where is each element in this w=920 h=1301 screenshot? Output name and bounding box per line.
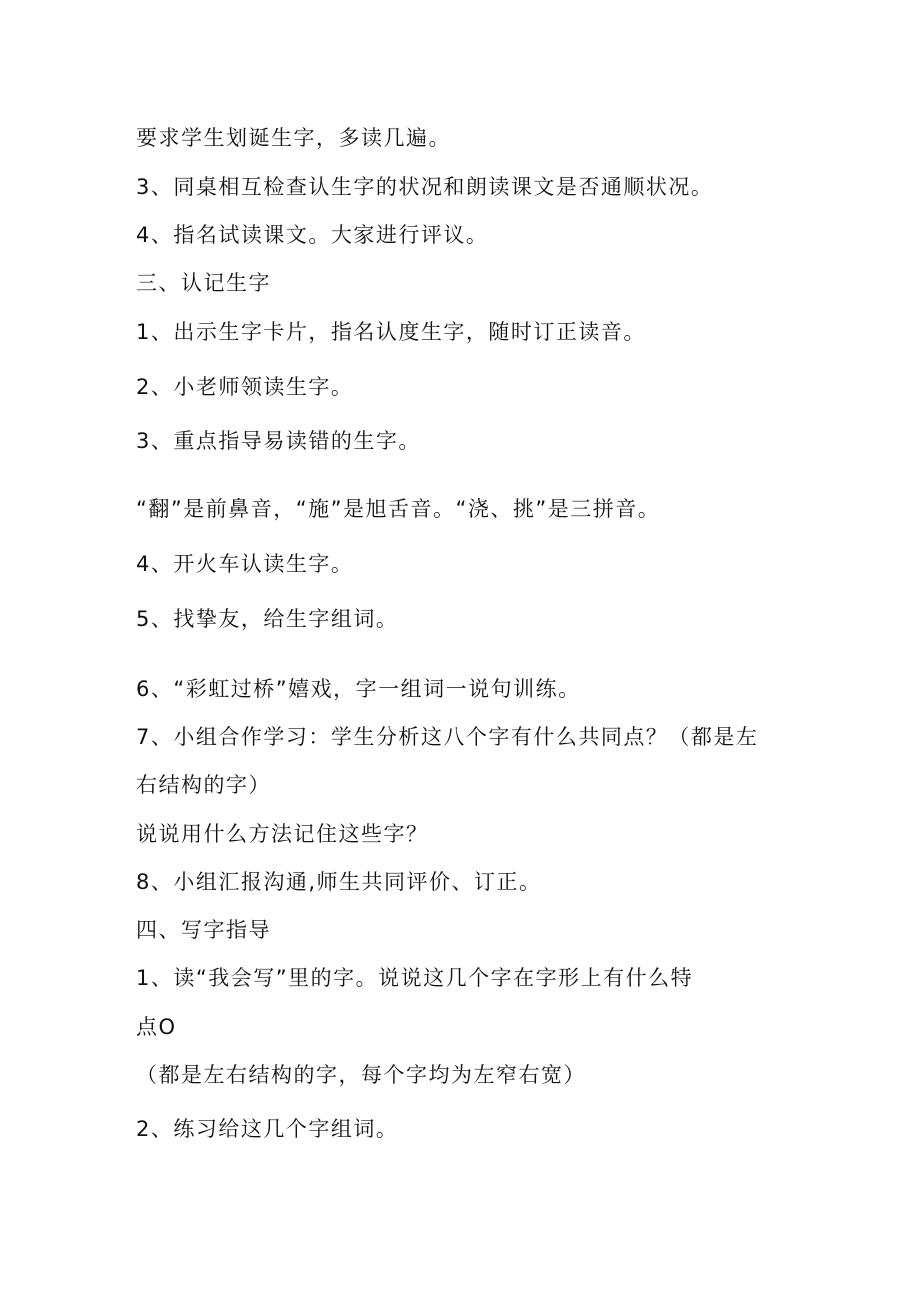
- text-line: 4、开火车认读生字。: [136, 552, 354, 576]
- text-line: 3、同桌相互检查认生字的状况和朗读课文是否通顺状况。: [136, 175, 714, 199]
- text-line: （都是左右结构的字，每个字均为左窄右宽）: [136, 1063, 586, 1087]
- text-line: 要求学生划诞生字，多读几遍。: [136, 126, 451, 150]
- text-line: 2、练习给这几个字组词。: [136, 1117, 399, 1141]
- text-line: 1、出示生字卡片，指名认度生字，随时订正读音。: [136, 320, 646, 344]
- text-line: “翻”是前鼻音，“施”是旭舌音。“浇、挑”是三拼音。: [136, 497, 661, 521]
- text-line: 说说用什么方法记住这些字？: [136, 822, 429, 846]
- section-heading: 三、认记生字: [136, 271, 271, 295]
- text-line: 2、小老师领读生字。: [136, 375, 354, 399]
- text-line: 1、读“我会写”里的字。说说这几个字在字形上有什么特: [136, 966, 694, 990]
- text-line: 5、找挚友，给生字组词。: [136, 607, 399, 631]
- text-line: 6、“彩虹过桥”嬉戏，字一组词一说句训练。: [136, 677, 581, 701]
- text-line: 右结构的字）: [136, 773, 271, 797]
- text-line: 点O: [136, 1015, 177, 1039]
- section-heading: 四、写字指导: [136, 918, 271, 942]
- text-line: 4、指名试读课文。大家进行评议。: [136, 223, 489, 247]
- text-line: 7、小组合作学习：学生分析这八个字有什么共同点？（都是左: [136, 725, 759, 749]
- text-line: 8、小组汇报沟通,师生共同评价、订正。: [136, 870, 542, 894]
- text-line: 3、重点指导易读错的生字。: [136, 429, 421, 453]
